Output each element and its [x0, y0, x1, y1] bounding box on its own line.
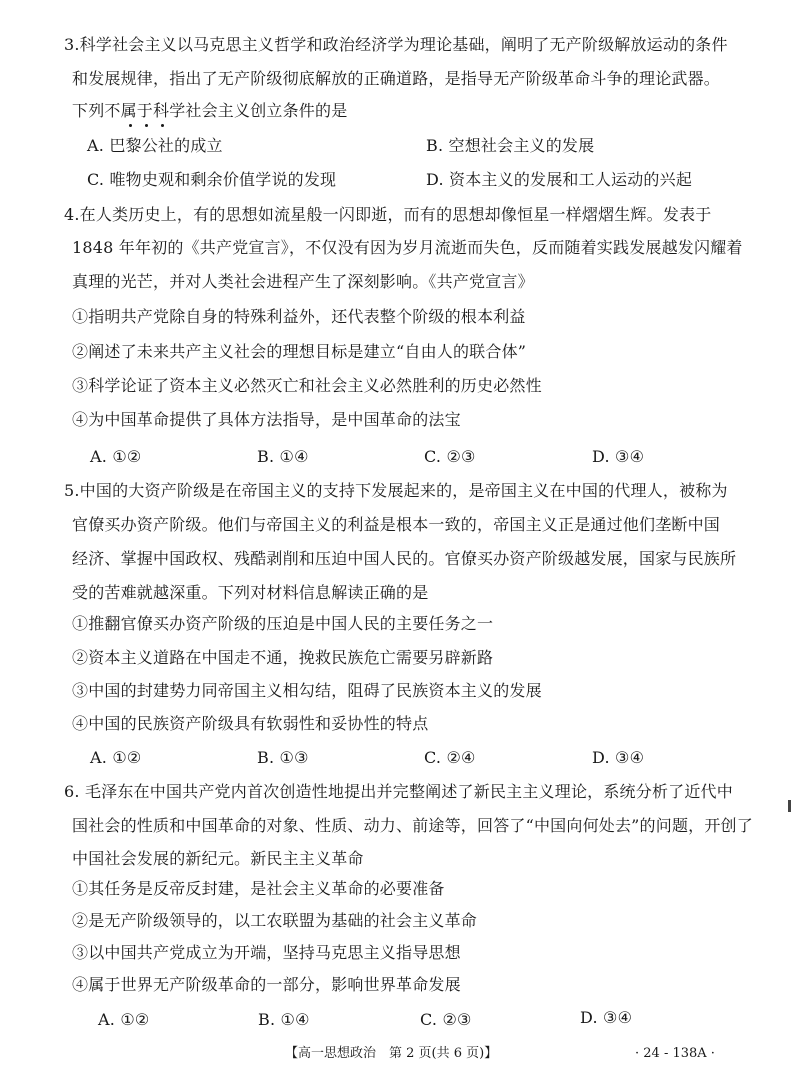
q6-option-c: C. ②③: [420, 1010, 472, 1029]
q5-stem-line-4: 受的苦难就越深重。下列对材料信息解读正确的是: [72, 583, 429, 602]
q5-item-1: ①推翻官僚买办资产阶级的压迫是中国人民的主要任务之一: [72, 614, 494, 633]
q4-option-b: B. ①④: [257, 447, 309, 466]
q5-item-3: ③中国的封建势力同帝国主义相勾结，阻碍了民族资本主义的发展: [72, 681, 542, 700]
emphasis-dot: [145, 124, 148, 127]
q6-option-b: B. ①④: [258, 1010, 310, 1029]
q3-option-b: B. 空想社会主义的发展: [426, 136, 595, 155]
q5-item-4: ④中国的民族资产阶级具有软弱性和妥协性的特点: [72, 714, 429, 733]
scan-mark: [788, 800, 791, 812]
q5-stem-line-3: 经济、掌握中国政权、残酷剥削和压迫中国人民的。官僚买办资产阶级越发展，国家与民族所: [72, 549, 737, 568]
q4-item-1: ①指明共产党除自身的特殊利益外，还代表整个阶级的根本利益: [72, 307, 526, 326]
q5-option-c: C. ②④: [424, 748, 476, 767]
page-footer-code: · 24 - 138A ·: [635, 1046, 715, 1061]
q6-option-a: A. ①②: [98, 1010, 150, 1029]
q3-stem-line-1: 3.科学社会主义以马克思主义哲学和政治经济学为理论基础，阐明了无产阶级解放运动的条件: [64, 35, 728, 54]
q4-stem-line-2: 1848 年年初的《共产党宣言》，不仅没有因为岁月流逝而失色，反而随着实践发展越发闪耀着: [72, 238, 743, 257]
q4-item-3: ③科学论证了资本主义必然灭亡和社会主义必然胜利的历史必然性: [72, 376, 542, 395]
q3-option-c: C. 唯物史观和剩余价值学说的发现: [87, 170, 337, 189]
q4-option-a: A. ①②: [90, 447, 142, 466]
q4-option-c: C. ②③: [424, 447, 476, 466]
q3-stem-line-2: 和发展规律，指出了无产阶级彻底解放的正确道路，是指导无产阶级革命斗争的理论武器。: [72, 69, 721, 88]
q6-item-1: ①其任务是反帝反封建，是社会主义革命的必要准备: [72, 879, 445, 898]
q5-option-d: D. ③④: [592, 748, 645, 767]
q4-item-4: ④为中国革命提供了具体方法指导，是中国革命的法宝: [72, 410, 461, 429]
q6-option-d: D. ③④: [580, 1008, 633, 1027]
q5-stem-line-1: 5.中国的大资产阶级是在帝国主义的支持下发展起来的，是帝国主义在中国的代理人，被称为: [64, 481, 728, 500]
q5-option-a: A. ①②: [90, 748, 142, 767]
q6-stem-line-3: 中国社会发展的新纪元。新民主主义革命: [72, 849, 364, 868]
q6-item-3: ③以中国共产党成立为开端，坚持马克思主义指导思想: [72, 943, 461, 962]
q6-stem-line-1: 6. 毛泽东在中国共产党内首次创造性地提出并完整阐述了新民主主义理论，系统分析了近代中: [64, 782, 733, 801]
q6-item-2: ②是无产阶级领导的，以工农联盟为基础的社会主义革命: [72, 911, 478, 930]
emphasis-dot: [161, 124, 164, 127]
q4-stem-line-3: 真理的光芒，并对人类社会进程产生了深刻影响。《共产党宣言》: [72, 272, 534, 291]
q6-stem-line-2: 国社会的性质和中国革命的对象、性质、动力、前途等，回答了“中国向何处去”的问题，开创了: [72, 816, 753, 835]
page-footer-info: 【高一思想政治 第 2 页(共 6 页)】: [285, 1046, 498, 1061]
q4-option-d: D. ③④: [592, 447, 645, 466]
q3-option-d: D. 资本主义的发展和工人运动的兴起: [426, 170, 693, 189]
q6-item-4: ④属于世界无产阶级革命的一部分，影响世界革命发展: [72, 975, 461, 994]
q4-item-2: ②阐述了未来共产主义社会的理想目标是建立“自由人的联合体”: [72, 342, 527, 361]
q5-stem-line-2: 官僚买办资产阶级。他们与帝国主义的利益是根本一致的，帝国主义正是通过他们垄断中国: [72, 515, 721, 534]
q5-item-2: ②资本主义道路在中国走不通，挽救民族危亡需要另辟新路: [72, 648, 494, 667]
q4-stem-line-1: 4.在人类历史上，有的思想如流星般一闪即逝，而有的思想却像恒星一样熠熠生辉。发表于: [64, 205, 712, 224]
q3-stem-line-3: 下列不属于科学社会主义创立条件的是: [72, 101, 348, 120]
q5-option-b: B. ①③: [257, 748, 309, 767]
q3-option-a: A. 巴黎公社的成立: [87, 136, 223, 155]
emphasis-dot: [129, 124, 132, 127]
